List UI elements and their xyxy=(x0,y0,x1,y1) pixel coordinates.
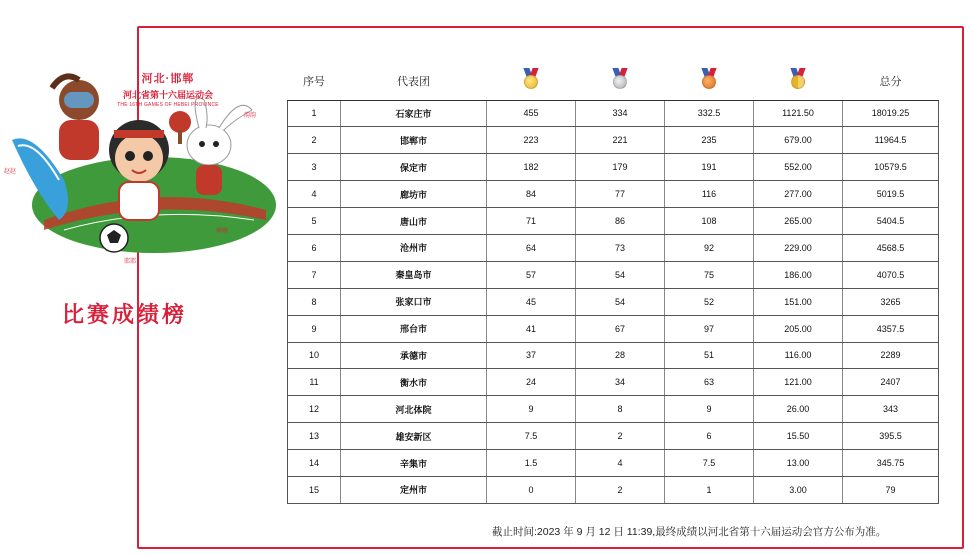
cell-bronze: 191 xyxy=(665,154,754,181)
cell-total: 2289 xyxy=(843,342,939,369)
cell-total: 2407 xyxy=(843,369,939,396)
cell-silver: 334 xyxy=(576,100,665,127)
cell-team: 石家庄市 xyxy=(341,100,487,127)
table-row xyxy=(288,234,939,261)
header-silver xyxy=(576,62,665,100)
cell-gold: 41 xyxy=(487,315,576,342)
cell-bronze: 108 xyxy=(665,208,754,235)
left-panel xyxy=(0,0,286,555)
games-banner xyxy=(110,70,226,108)
table-row xyxy=(288,208,939,235)
cell-team: 秦皇岛市 xyxy=(341,261,487,288)
cell-silver: 86 xyxy=(576,208,665,235)
cell-medal-points: 3.00 xyxy=(754,476,843,503)
cell-team: 张家口市 xyxy=(341,288,487,315)
table-row xyxy=(288,315,939,342)
cell-gold: 71 xyxy=(487,208,576,235)
banner-games-title: 河北省第十六届运动会 xyxy=(122,90,213,100)
header-medal-points xyxy=(754,62,843,100)
cell-total: 395.5 xyxy=(843,423,939,450)
cell-rank: 11 xyxy=(288,369,341,396)
cell-medal-points: 205.00 xyxy=(754,315,843,342)
cell-total: 4070.5 xyxy=(843,261,939,288)
cell-bronze: 51 xyxy=(665,342,754,369)
cell-bronze: 116 xyxy=(665,181,754,208)
cell-rank: 14 xyxy=(288,450,341,477)
cell-team: 保定市 xyxy=(341,154,487,181)
cell-total: 4357.5 xyxy=(843,315,939,342)
table-row xyxy=(288,181,939,208)
cell-silver: 179 xyxy=(576,154,665,181)
table-header-row xyxy=(288,62,939,100)
cell-gold: 9 xyxy=(487,396,576,423)
cell-bronze: 235 xyxy=(665,127,754,154)
table-row xyxy=(288,342,939,369)
cell-silver: 4 xyxy=(576,450,665,477)
table-row xyxy=(288,450,939,477)
cell-bronze: 52 xyxy=(665,288,754,315)
cell-medal-points: 121.00 xyxy=(754,369,843,396)
cell-medal-points: 265.00 xyxy=(754,208,843,235)
cell-medal-points: 679.00 xyxy=(754,127,843,154)
cell-team: 邢台市 xyxy=(341,315,487,342)
gold-medal-icon xyxy=(522,68,540,90)
cell-medal-points: 116.00 xyxy=(754,342,843,369)
cell-rank: 5 xyxy=(288,208,341,235)
cell-gold: 64 xyxy=(487,234,576,261)
cell-medal-points: 13.00 xyxy=(754,450,843,477)
cell-bronze: 75 xyxy=(665,261,754,288)
table-row xyxy=(288,396,939,423)
header-bronze xyxy=(665,62,754,100)
cell-medal-points: 151.00 xyxy=(754,288,843,315)
cell-rank: 4 xyxy=(288,181,341,208)
mascot-label-zhao: 赵赵 xyxy=(4,169,17,175)
cell-silver: 77 xyxy=(576,181,665,208)
cell-gold: 0 xyxy=(487,476,576,503)
cell-team: 沧州市 xyxy=(341,234,487,261)
cell-gold: 7.5 xyxy=(487,423,576,450)
cell-medal-points: 26.00 xyxy=(754,396,843,423)
cell-bronze: 6 xyxy=(665,423,754,450)
cell-rank: 2 xyxy=(288,127,341,154)
cell-total: 3265 xyxy=(843,288,939,315)
cell-team: 邯郸市 xyxy=(341,127,487,154)
cell-total: 79 xyxy=(843,476,939,503)
cell-bronze: 7.5 xyxy=(665,450,754,477)
cell-rank: 10 xyxy=(288,342,341,369)
cell-total: 343 xyxy=(843,396,939,423)
mascot-label-han: 邯邯 xyxy=(124,259,137,265)
header-team: 代表团 xyxy=(341,62,487,100)
cell-gold: 223 xyxy=(487,127,576,154)
cell-medal-points: 15.50 xyxy=(754,423,843,450)
medal-points-icon xyxy=(789,68,807,90)
table-row xyxy=(288,476,939,503)
cell-silver: 73 xyxy=(576,234,665,261)
board-title: 比赛成绩榜 xyxy=(62,302,188,327)
cell-team: 廊坊市 xyxy=(341,181,487,208)
header-total: 总分 xyxy=(843,62,939,100)
cell-gold: 455 xyxy=(487,100,576,127)
cell-bronze: 9 xyxy=(665,396,754,423)
mascot-label-dan: 郸郸 xyxy=(216,229,229,235)
cell-rank: 9 xyxy=(288,315,341,342)
cell-bronze: 97 xyxy=(665,315,754,342)
cell-total: 10579.5 xyxy=(843,154,939,181)
cell-total: 18019.25 xyxy=(843,100,939,127)
cell-rank: 6 xyxy=(288,234,341,261)
table-row xyxy=(288,154,939,181)
cell-team: 雄安新区 xyxy=(341,423,487,450)
cell-silver: 221 xyxy=(576,127,665,154)
cell-bronze: 332.5 xyxy=(665,100,754,127)
cell-silver: 2 xyxy=(576,423,665,450)
cell-rank: 8 xyxy=(288,288,341,315)
cell-rank: 12 xyxy=(288,396,341,423)
table-row xyxy=(288,100,939,127)
cell-total: 4568.5 xyxy=(843,234,939,261)
cell-gold: 182 xyxy=(487,154,576,181)
cell-bronze: 92 xyxy=(665,234,754,261)
cell-medal-points: 552.00 xyxy=(754,154,843,181)
cell-rank: 7 xyxy=(288,261,341,288)
banner-city: 河北·邯郸 xyxy=(141,73,195,85)
table-row xyxy=(288,369,939,396)
header-rank: 序号 xyxy=(288,62,341,100)
cell-silver: 2 xyxy=(576,476,665,503)
cell-team: 衡水市 xyxy=(341,369,487,396)
header-gold xyxy=(487,62,576,100)
cell-rank: 13 xyxy=(288,423,341,450)
cell-silver: 67 xyxy=(576,315,665,342)
cell-team: 辛集市 xyxy=(341,450,487,477)
footnote: 截止时间:2023 年 9 月 12 日 11:39,最终成绩以河北省第十六届运动会官方公布为准。 xyxy=(492,526,887,538)
cell-team: 河北体院 xyxy=(341,396,487,423)
cell-rank: 3 xyxy=(288,154,341,181)
cell-bronze: 1 xyxy=(665,476,754,503)
bronze-medal-icon xyxy=(700,68,718,90)
cell-gold: 57 xyxy=(487,261,576,288)
table-body xyxy=(288,100,939,503)
cell-total: 11964.5 xyxy=(843,127,939,154)
cell-silver: 8 xyxy=(576,396,665,423)
results-table xyxy=(287,62,939,504)
table-row xyxy=(288,423,939,450)
cell-gold: 1.5 xyxy=(487,450,576,477)
cell-team: 定州市 xyxy=(341,476,487,503)
cell-rank: 1 xyxy=(288,100,341,127)
cell-silver: 54 xyxy=(576,288,665,315)
cell-team: 唐山市 xyxy=(341,208,487,235)
cell-silver: 28 xyxy=(576,342,665,369)
cell-medal-points: 186.00 xyxy=(754,261,843,288)
table-row xyxy=(288,261,939,288)
mascot-label-yun: 韵韵 xyxy=(244,113,257,119)
cell-medal-points: 1121.50 xyxy=(754,100,843,127)
mascot-illustration xyxy=(4,70,276,270)
cell-medal-points: 277.00 xyxy=(754,181,843,208)
cell-silver: 54 xyxy=(576,261,665,288)
cell-total: 5019.5 xyxy=(843,181,939,208)
table-row xyxy=(288,127,939,154)
cell-gold: 24 xyxy=(487,369,576,396)
table-row xyxy=(288,288,939,315)
cell-bronze: 63 xyxy=(665,369,754,396)
cell-team: 承德市 xyxy=(341,342,487,369)
cell-rank: 15 xyxy=(288,476,341,503)
cell-silver: 34 xyxy=(576,369,665,396)
silver-medal-icon xyxy=(611,68,629,90)
cell-gold: 45 xyxy=(487,288,576,315)
cell-gold: 37 xyxy=(487,342,576,369)
cell-gold: 84 xyxy=(487,181,576,208)
cell-medal-points: 229.00 xyxy=(754,234,843,261)
banner-english-title: THE 16TH GAMES OF HEBEI PROVINCE xyxy=(117,102,219,108)
cell-total: 5404.5 xyxy=(843,208,939,235)
cell-total: 345.75 xyxy=(843,450,939,477)
